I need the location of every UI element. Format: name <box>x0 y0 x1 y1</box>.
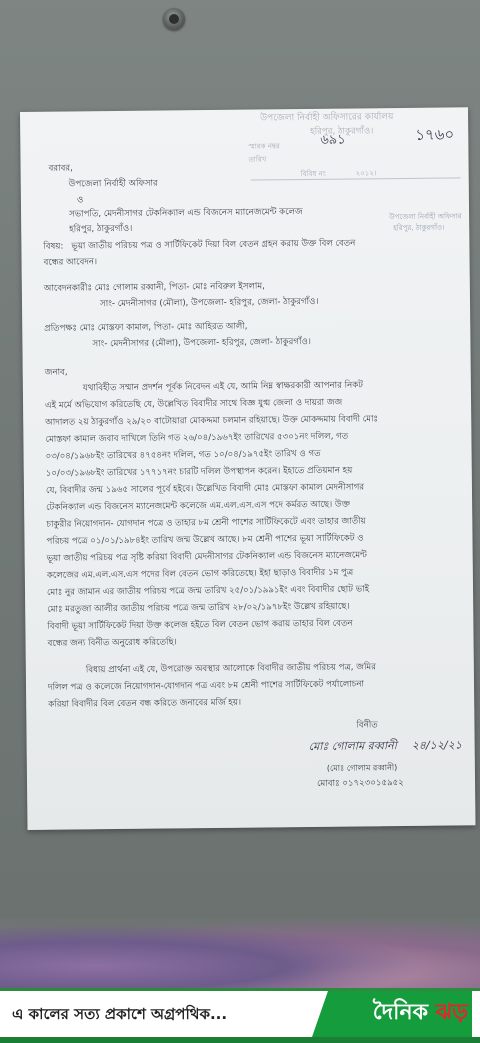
body-p1-line: মোঃ নুর জামান এর জাতীয় পরিচয় পত্রে জন্ম তারিখ ২৫/০১/১৯৯১ইং এবং বিবাদীর ছোট ভাই <box>46 584 370 598</box>
body-p1-line: মোঃ মরতুজা আলীর জাতীয় পরিচয় পত্রে জন্ম তারিখ ২৮/০২/১৯৭৮ইং উল্লেখ রহিয়াছে। <box>47 601 350 615</box>
memo-label: স্মারক নম্বর <box>248 142 280 151</box>
applicant-mobile: মোবাঃ ০১৭২৩০১৫৯৫২ <box>317 778 404 789</box>
banner-tagline: এ কালের সত্য প্রকাশে অগ্রপথিক... <box>12 1005 228 1023</box>
body-p1-line: পরিচয় পত্রে ০১/০১/১৯৮৪ইং তারিখ জন্ম উল্লেখ আছে। ৮ম শ্রেনী পাশের ভূয়া সার্টিফিকেট ও <box>46 533 364 547</box>
body-p1-line: বিবাদী ভূয়া সার্টিফিকেট দিয়া উক্ত কলেজ হইতে বিল বেতন ভোগ করায় তাহার বিল বেতন <box>47 618 353 632</box>
body-p1-line: ভূয়া জাতীয় পরিচয় পত্র সৃষ্টি করিয়া বিবাদী মেদনীসাগর টেকনিক্যাল এন্ড বিজনেস ম্যানেজমেন্ট <box>46 550 367 564</box>
addressee-line2: ও <box>76 195 84 206</box>
salutation: জনাব, <box>44 367 68 378</box>
memo-number: ৬৯১ <box>320 132 346 148</box>
body-p1-line: ০৩/০৪/১৯৬৮ইং তারিখের ৪৭৫৪নং দলিল, গত ১০/০৪/১৯৭৫ইং তারিখ ও গত <box>45 448 321 462</box>
body-p1-line: ১০/০৩/১৯৬৮ইং তারিখের ১৭৭১৭নং চারটি দলিল উপস্থাপন করেন। ইহাতে প্রতিয়মান হয় <box>45 465 353 479</box>
banner-underline <box>0 1037 480 1043</box>
addressee-line4: হরিপুর, ঠাকুরগাঁও। <box>69 223 133 235</box>
date-label: তারিখ <box>248 155 267 164</box>
applicant-name: (মোঃ গোলাম রব্বানী) <box>326 763 398 773</box>
subject-label: বিষয়: <box>43 241 64 252</box>
letterhead-place: হরিপুর, ঠাকুরগাঁও। <box>310 126 374 137</box>
applicant-line1: আবেদনকারীঃ মোঃ গোলাম রব্বানী, পিতা- মোঃ নবিরুল ইসলাম, <box>43 281 265 294</box>
complaint-letter <box>20 107 475 830</box>
stamp-line2: হরিপুর, ঠাকুরগাঁও। <box>393 223 445 233</box>
addressee-line3: সভাপতি, মেদনীসাগর টেকনিক্যাল এন্ড বিজনেস ম্যানেজমেন্ট কলেজ <box>69 207 303 220</box>
body-p1-line: মোস্তফা কামাল জবাব দাখিলে তিনি গত ২৬/০৪/১৯৬৭ইং তারিখের ৫৩০১নং দলিল, গত <box>45 431 349 445</box>
signature: মোঃ গোলাম রব্বানী <box>308 739 397 754</box>
body-p1-line: চাকুরীর নিয়োগদান- যোগদান পত্রে ও তাহার ৮ম শ্রেনী পাশের সার্টিফিকেটে এবং তাহার জাতীয় <box>46 516 366 530</box>
closing-sincerely: বিনীত <box>356 720 378 731</box>
body-p2-line: বিধায় প্রার্থনা এই যে, উপরোক্ত অবস্থার আলোকে বিবাদীর জাতীয় পরিচয় পত্র, জমির <box>85 662 376 676</box>
cloth-background <box>0 918 480 998</box>
body-p1-line: টেকনিক্যাল এন্ড বিজনেস ম্যানেজমেন্ট কলেজে এম.এল.এস.এস পদে কর্মরত আছে। উক্ত <box>46 499 350 513</box>
body-p2-line: দলিল পত্র ও কলেজে নিয়োগদান-যোগদান পত্র এবং ৮ম শ্রেনী পাশের সার্টিফিকেট পর্যালোচনা <box>47 679 365 693</box>
addressee-to: বরাবর, <box>48 163 73 174</box>
banner-logo-main: দৈনিক <box>372 1000 436 1025</box>
signature-date: ২৪/১২/২১ <box>411 738 463 752</box>
stamp-line1: উপজেলা নির্বাহী অফিসার <box>389 212 462 222</box>
screw-icon <box>163 8 185 30</box>
received-line: বিবিধ নং <box>300 169 326 179</box>
body-p1-line: যথাবিহীত সম্মান প্রদর্শন পূর্বক নিবেদন এই যে, আমি নিম্ন স্বাক্ষরকারী আপনার নিকট <box>82 380 363 394</box>
body-p2-line: করিয়া বিবাদীর বিল বেতন বন্ধ করিতে জনাবের মর্জি হয়। <box>48 697 242 710</box>
received-date: ২০১২। <box>355 169 377 178</box>
receipt-number: ১৭৬০ <box>415 125 455 144</box>
addressee-line1: উপজেলা নির্বাহী অফিসার <box>68 178 158 190</box>
applicant-line2: সাং- মেদনীসাগর (মৌলা), উপজেলা- হরিপুর, জেলা- ঠাকুরগাঁও। <box>99 296 319 310</box>
banner-logo-accent: ঝড় <box>435 1000 468 1025</box>
news-banner <box>0 988 480 1043</box>
body-p1-line: এই মর্মে অভিযোগ করিতেছি যে, উল্লেখিত বিবাদীর সাথে বিজ্ঞ যুগ্ম জেলা ও দায়রা জজ <box>45 397 343 411</box>
banner-logo <box>373 995 468 1032</box>
letterhead-office: উপজেলা নির্বাহী অফিসারের কার্যালয় <box>260 112 394 124</box>
opponent-line1: প্রতিপক্ষঃ মোঃ মোস্তফা কামাল, পিতা- মোঃ আহিরত আলী, <box>44 321 248 334</box>
body-p1-line: বন্ধের জন্য বিনীত অনুরোধ করিতেছি। <box>47 637 177 649</box>
body-p1-line: আদালত ২য় ঠাকুরগাঁও ২৯/২০ বাটোয়ারা মোকদ্দমা চলমান রহিয়াছে। উক্ত মোকদ্দমায় বিবাদী মোঃ <box>45 414 379 428</box>
opponent-line2: সাং- মেদনীসাগর (মৌলা), উপজেলা- হরিপুর, জেলা- ঠাকুরগাঁও। <box>92 336 311 350</box>
body-p1-line: যে, বিবাদীর জন্ম ১৯৬৫ সালের পূর্বে হইবে। উল্লেখিত বিবাদী মোঃ মোস্তফা কামাল মেদনীসাগর <box>45 482 365 496</box>
body-p1-line: কলেজের এম.এল.এস.এস পদের বিল বেতন ভোগ করিতেছে। ইহা ছাড়াও বিবাদীর ১ম পুত্র <box>46 567 354 581</box>
subject-line1: ভূয়া জাতীয় পরিচয় পত্র ও সার্টিফিকেট দিয়া বিল বেতন গ্রহন করায় উক্ত বিল বেতন <box>71 238 356 252</box>
subject-line2: বন্ধের আবেদন। <box>43 257 98 268</box>
